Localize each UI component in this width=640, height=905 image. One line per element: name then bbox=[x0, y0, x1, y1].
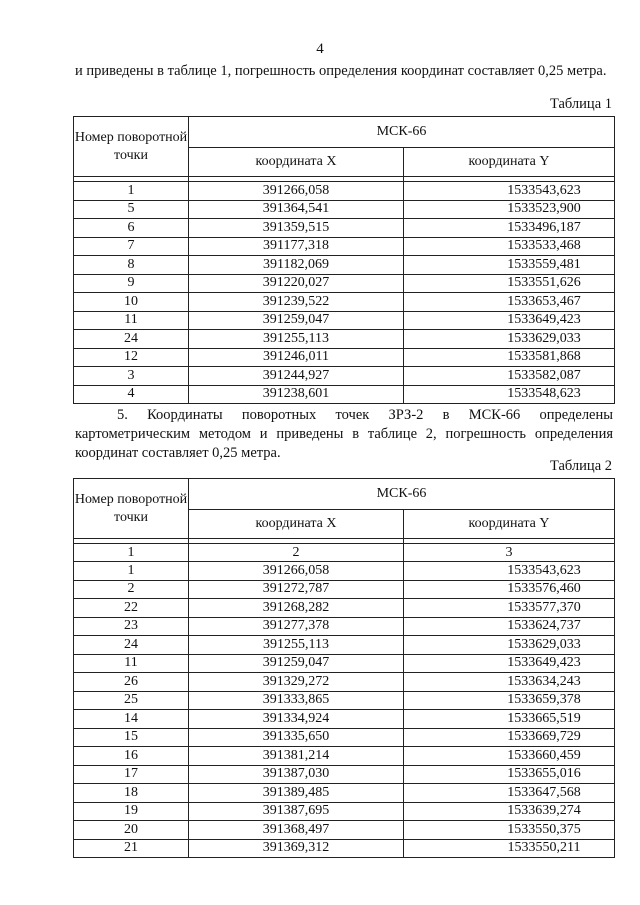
point-number: 14 bbox=[74, 710, 189, 729]
table1-caption: Таблица 1 bbox=[549, 96, 612, 112]
coordinate-x: 391272,787 bbox=[189, 580, 404, 599]
coordinate-y: 1533629,033 bbox=[507, 636, 581, 652]
table1-body bbox=[74, 117, 615, 404]
point-number: 16 bbox=[74, 747, 189, 766]
table1-header-x: координата X bbox=[189, 148, 404, 177]
coordinate-x: 391335,650 bbox=[189, 728, 404, 747]
table1-header-y: координата Y bbox=[404, 148, 615, 177]
point-number: 21 bbox=[74, 839, 189, 858]
table2-body bbox=[74, 479, 615, 858]
coordinate-y: 1533649,423 bbox=[507, 312, 581, 328]
table2-header-system: МСК-66 bbox=[189, 479, 615, 510]
point-number: 2 bbox=[74, 580, 189, 599]
coordinate-x: 391246,011 bbox=[189, 348, 404, 367]
table-row bbox=[74, 182, 615, 201]
coordinate-y-cell bbox=[404, 691, 615, 710]
coordinate-y: 1533629,033 bbox=[507, 330, 581, 346]
coordinate-y: 1533634,243 bbox=[507, 673, 581, 689]
coordinate-y: 1533655,016 bbox=[507, 766, 581, 782]
coordinate-y-cell bbox=[404, 182, 615, 201]
coordinate-y: 1533577,370 bbox=[507, 599, 581, 615]
coordinate-y: 1533647,568 bbox=[507, 784, 581, 800]
point-number: 1 bbox=[74, 562, 189, 581]
coordinate-y-cell bbox=[404, 839, 615, 858]
table-row bbox=[74, 367, 615, 386]
point-number: 17 bbox=[74, 765, 189, 784]
table-row bbox=[74, 385, 615, 404]
coordinate-y-cell bbox=[404, 654, 615, 673]
table2-column-numbers bbox=[74, 544, 615, 562]
point-number: 15 bbox=[74, 728, 189, 747]
point-number: 24 bbox=[74, 636, 189, 655]
coordinate-y: 1533581,868 bbox=[507, 349, 581, 365]
coordinate-x: 391387,695 bbox=[189, 802, 404, 821]
table-row bbox=[74, 617, 615, 636]
table-row bbox=[74, 728, 615, 747]
point-number: 12 bbox=[74, 348, 189, 367]
coordinate-y: 1533649,423 bbox=[507, 655, 581, 671]
coordinate-y: 1533639,274 bbox=[507, 803, 581, 819]
coordinate-x: 391220,027 bbox=[189, 274, 404, 293]
table-row bbox=[74, 330, 615, 349]
coordinate-y: 1533660,459 bbox=[507, 747, 581, 763]
column-number: 3 bbox=[404, 544, 615, 562]
point-number: 24 bbox=[74, 330, 189, 349]
point-number: 23 bbox=[74, 617, 189, 636]
table-row bbox=[74, 710, 615, 729]
point-number: 11 bbox=[74, 311, 189, 330]
coordinate-x: 391266,058 bbox=[189, 182, 404, 201]
table-row bbox=[74, 784, 615, 803]
coordinate-x: 391334,924 bbox=[189, 710, 404, 729]
coordinate-y: 1533576,460 bbox=[507, 581, 581, 597]
coordinate-x: 391259,047 bbox=[189, 311, 404, 330]
point-number: 10 bbox=[74, 293, 189, 312]
coordinate-y: 1533624,737 bbox=[507, 618, 581, 634]
coordinate-x: 391329,272 bbox=[189, 673, 404, 692]
coordinate-y-cell bbox=[404, 802, 615, 821]
coordinate-x: 391255,113 bbox=[189, 636, 404, 655]
point-number: 20 bbox=[74, 821, 189, 840]
coordinate-y-cell bbox=[404, 330, 615, 349]
coordinate-y: 1533582,087 bbox=[507, 367, 581, 383]
coordinate-y-cell bbox=[404, 311, 615, 330]
coordinate-y: 1533523,900 bbox=[507, 201, 581, 217]
table-row bbox=[74, 821, 615, 840]
coordinate-y-cell bbox=[404, 562, 615, 581]
table-row bbox=[74, 747, 615, 766]
coordinate-x: 391259,047 bbox=[189, 654, 404, 673]
coordinate-y-cell bbox=[404, 673, 615, 692]
table1-header-point: Номер поворотной точки bbox=[74, 117, 189, 177]
coordinate-x: 391177,318 bbox=[189, 237, 404, 256]
coordinates-table-2 bbox=[73, 478, 615, 858]
page-number: 4 bbox=[316, 41, 324, 57]
table2-header-x: координата X bbox=[189, 510, 404, 539]
coordinate-x: 391381,214 bbox=[189, 747, 404, 766]
coordinate-y-cell bbox=[404, 385, 615, 404]
point-number: 3 bbox=[74, 367, 189, 386]
table2-header-point: Номер поворотной точки bbox=[74, 479, 189, 539]
coordinate-x: 391387,030 bbox=[189, 765, 404, 784]
coordinate-x: 391239,522 bbox=[189, 293, 404, 312]
point-number: 22 bbox=[74, 599, 189, 618]
table-row bbox=[74, 765, 615, 784]
coordinate-x: 391368,497 bbox=[189, 821, 404, 840]
coordinate-x: 391238,601 bbox=[189, 385, 404, 404]
table-row bbox=[74, 654, 615, 673]
table-row bbox=[74, 274, 615, 293]
point-number: 11 bbox=[74, 654, 189, 673]
coordinate-y-cell bbox=[404, 219, 615, 238]
coordinate-y: 1533551,626 bbox=[507, 275, 581, 291]
point-number: 1 bbox=[74, 182, 189, 201]
coordinate-y-cell bbox=[404, 200, 615, 219]
coordinate-y: 1533559,481 bbox=[507, 256, 581, 272]
table2-caption: Таблица 2 bbox=[549, 458, 612, 474]
intro-paragraph: и приведены в таблице 1, погрешность определения координат составляет 0,25 метра. bbox=[75, 63, 607, 79]
coordinate-y: 1533543,623 bbox=[507, 182, 581, 198]
section-5-paragraph: 5. Координаты поворотных точек ЗРЗ-2 в МСК-66 определены картометрическим методом и приведены в таблице 2, погрешность определения координат составляет 0,25 метра. bbox=[75, 407, 613, 461]
coordinate-y-cell bbox=[404, 256, 615, 275]
coordinate-y-cell bbox=[404, 237, 615, 256]
coordinate-y-cell bbox=[404, 821, 615, 840]
table-row bbox=[74, 839, 615, 858]
coordinate-y-cell bbox=[404, 293, 615, 312]
coordinate-y-cell bbox=[404, 765, 615, 784]
coordinate-y-cell bbox=[404, 348, 615, 367]
coordinate-x: 391277,378 bbox=[189, 617, 404, 636]
table2-header-y: координата Y bbox=[404, 510, 615, 539]
coordinate-y: 1533665,519 bbox=[507, 710, 581, 726]
coordinate-x: 391268,282 bbox=[189, 599, 404, 618]
table-row bbox=[74, 673, 615, 692]
coordinate-y-cell bbox=[404, 580, 615, 599]
coordinate-y: 1533548,623 bbox=[507, 386, 581, 402]
point-number: 6 bbox=[74, 219, 189, 238]
table-row bbox=[74, 580, 615, 599]
point-number: 9 bbox=[74, 274, 189, 293]
coordinates-table-1 bbox=[73, 116, 615, 404]
coordinate-y: 1533550,211 bbox=[507, 840, 581, 856]
coordinate-y: 1533550,375 bbox=[507, 821, 581, 837]
table-row bbox=[74, 691, 615, 710]
coordinate-x: 391255,113 bbox=[189, 330, 404, 349]
coordinate-y-cell bbox=[404, 599, 615, 618]
coordinate-x: 391266,058 bbox=[189, 562, 404, 581]
coordinate-x: 391369,312 bbox=[189, 839, 404, 858]
coordinate-y: 1533659,378 bbox=[507, 692, 581, 708]
coordinate-y-cell bbox=[404, 728, 615, 747]
coordinate-y: 1533533,468 bbox=[507, 238, 581, 254]
coordinate-x: 391333,865 bbox=[189, 691, 404, 710]
point-number: 18 bbox=[74, 784, 189, 803]
table-row bbox=[74, 293, 615, 312]
table-row bbox=[74, 348, 615, 367]
point-number: 8 bbox=[74, 256, 189, 275]
point-number: 4 bbox=[74, 385, 189, 404]
point-number: 19 bbox=[74, 802, 189, 821]
table-row bbox=[74, 802, 615, 821]
table1-header-system: МСК-66 bbox=[189, 117, 615, 148]
coordinate-y-cell bbox=[404, 784, 615, 803]
column-number: 1 bbox=[74, 544, 189, 562]
coordinate-y-cell bbox=[404, 747, 615, 766]
coordinate-x: 391182,069 bbox=[189, 256, 404, 275]
table-row bbox=[74, 256, 615, 275]
coordinate-y-cell bbox=[404, 274, 615, 293]
point-number: 26 bbox=[74, 673, 189, 692]
coordinate-x: 391389,485 bbox=[189, 784, 404, 803]
coordinate-y: 1533669,729 bbox=[507, 729, 581, 745]
coordinate-y-cell bbox=[404, 617, 615, 636]
point-number: 25 bbox=[74, 691, 189, 710]
coordinate-y-cell bbox=[404, 636, 615, 655]
column-number: 2 bbox=[189, 544, 404, 562]
point-number: 7 bbox=[74, 237, 189, 256]
table-row bbox=[74, 562, 615, 581]
point-number: 5 bbox=[74, 200, 189, 219]
coordinate-y: 1533653,467 bbox=[507, 293, 581, 309]
coordinate-x: 391359,515 bbox=[189, 219, 404, 238]
coordinate-y: 1533496,187 bbox=[507, 219, 581, 235]
coordinate-y: 1533543,623 bbox=[507, 562, 581, 578]
coordinate-x: 391364,541 bbox=[189, 200, 404, 219]
table-row bbox=[74, 311, 615, 330]
table-row bbox=[74, 599, 615, 618]
table-row bbox=[74, 219, 615, 238]
table-row bbox=[74, 200, 615, 219]
coordinate-y-cell bbox=[404, 367, 615, 386]
coordinate-x: 391244,927 bbox=[189, 367, 404, 386]
table-row bbox=[74, 237, 615, 256]
table-row bbox=[74, 636, 615, 655]
coordinate-y-cell bbox=[404, 710, 615, 729]
